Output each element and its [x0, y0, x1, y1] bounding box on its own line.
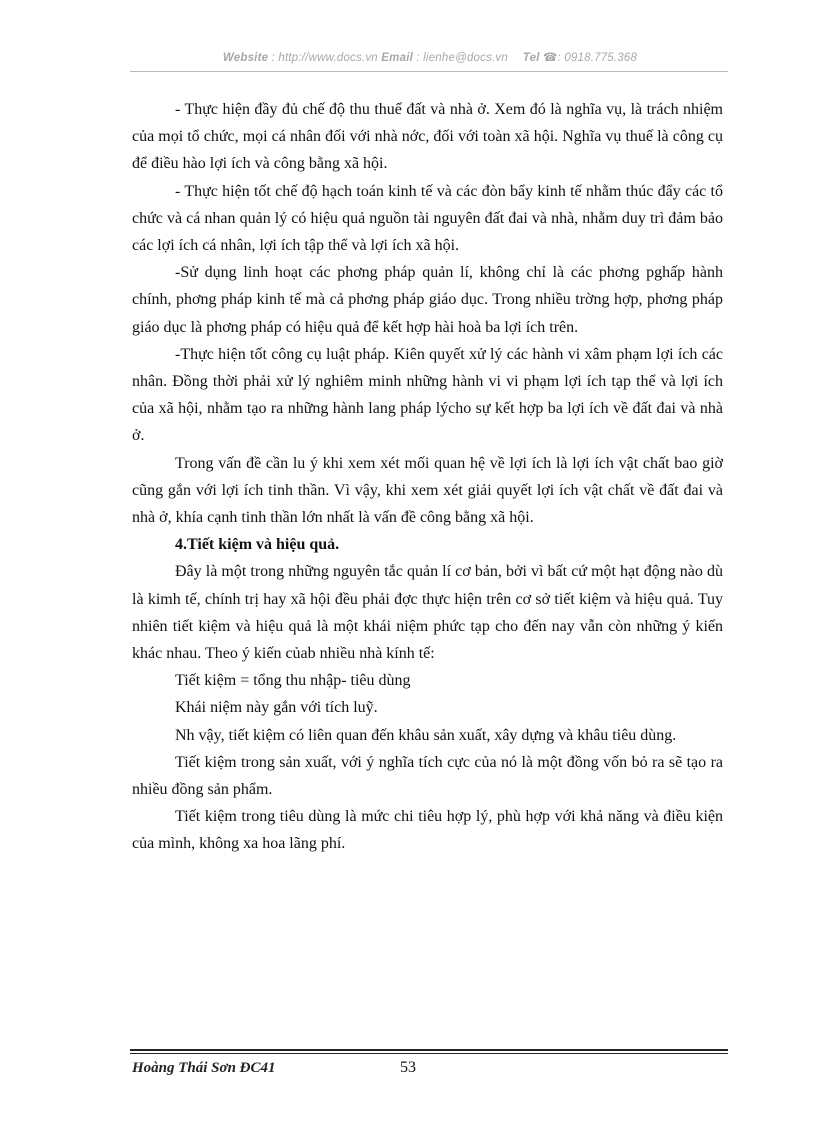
- page-number: 53: [400, 1059, 416, 1076]
- paragraph: Khái niệm này gắn với tích luỹ.: [175, 699, 378, 717]
- footer-divider: [130, 1049, 728, 1051]
- paragraph: Tiết kiệm trong tiêu dùng là mức chi tiêu hợp lý, phù hợp với khả năng và điều kiện của mình, không xa hoa lãng phí.: [132, 808, 723, 853]
- paragraph: Tiết kiệm trong sản xuất, với ý nghĩa tích cực của nó là một đồng vốn bỏ ra sẽ tạo ra nhiều đồng sản phẩm.: [132, 753, 723, 799]
- paragraph: Đây là một trong những nguyên tắc quản lí cơ bản, bởi vì bất cứ một hạt động nào dù là kimh tế, chính trị hay xã hội đều phải đợc thực hiện trên cơ sở tiết kiệm và hiệu quả. Tuy nhiên tiết kiệm và hiệu quả là một khái niệm phức tạp cho đến nay vẫn còn những ý kiến khác nhau. Theo ý kiến củab nhiều nhà kính tế:: [132, 563, 723, 663]
- formula-line: Tiết kiệm = tổng thu nhập- tiêu dùng: [175, 672, 411, 690]
- paragraph: -Sử dụng linh hoạt các phơng pháp quản lí, không chỉ là các phơng pghấp hành chính, phơng pháp kinh tế mà cả phơng pháp giáo dục. Trong nhiều trờng hợp, phơng pháp giáo dục là phơng pháp có hiệu quả để kết hợp hài hoà ba lợi ích trên.: [132, 264, 723, 336]
- email-label: Email: [381, 52, 413, 64]
- paragraph: Nh vậy, tiết kiệm có liên quan đến khâu sản xuất, xây dựng và khâu tiêu dùng.: [175, 726, 677, 744]
- tel-number: ☎: 0918.775.368: [543, 52, 638, 64]
- section-heading: 4.Tiết kiệm và hiệu quả.: [175, 536, 340, 554]
- footer-author: Hoàng Thái Sơn ĐC41: [132, 1060, 276, 1076]
- paragraph: -Thực hiện tốt công cụ luật pháp. Kiên quyết xử lý các hành vi xâm phạm lợi ích các nhân. Đồng thời phải xử lý nghiêm minh những hành vi vi phạm lợi ích tạp thể và lợi ích của xã hội, nhằm tạo ra những hành lang pháp lýcho sự kết hợp ba lợi ích về đất đai và nhà ở.: [132, 345, 723, 445]
- page-header: [130, 50, 730, 64]
- website-url[interactable]: : http://www.docs.vn: [271, 52, 378, 64]
- paragraph: - Thực hiện tốt chế độ hạch toán kinh tế và các đòn bẩy kinh tế nhằm thúc đẩy các tổ chức và cá nhan quản lý có hiệu quả nguồn tài nguyên đất đai và nhà, nhằm duy trì đảm bảo các lợi ích cá nhân, lợi ích tập thể và lợi ích xã hội.: [132, 182, 723, 255]
- tel-label: Tel: [522, 52, 540, 64]
- header-divider: [130, 71, 728, 72]
- email-address[interactable]: : lienhe@docs.vn: [416, 52, 508, 64]
- paragraph: - Thực hiện đầy đủ chế độ thu thuế đất và nhà ở. Xem đó là nghĩa vụ, là trách nhiệm của mọi tổ chức, mọi cá nhân đối với nhà nớc, đối với toàn xã hội. Nghĩa vụ thuế là công cụ để điều hào lợi ích và công bằng xã hội.: [132, 101, 723, 173]
- document-body: [132, 96, 723, 858]
- footer-divider-thin: [130, 1053, 728, 1054]
- website-label: Website: [222, 52, 269, 64]
- paragraph: Trong vấn đề cần lu ý khi xem xét mối quan hệ về lợi ích là lợi ích vật chất bao giờ cũng gắn với lợi ích tinh thần. Vì vậy, khi xem xét giải quyết lợi ích vật chất về đất đai và nhà ở, khía cạnh tinh thần lớn nhất là vấn đề công bằng xã hội.: [132, 454, 723, 527]
